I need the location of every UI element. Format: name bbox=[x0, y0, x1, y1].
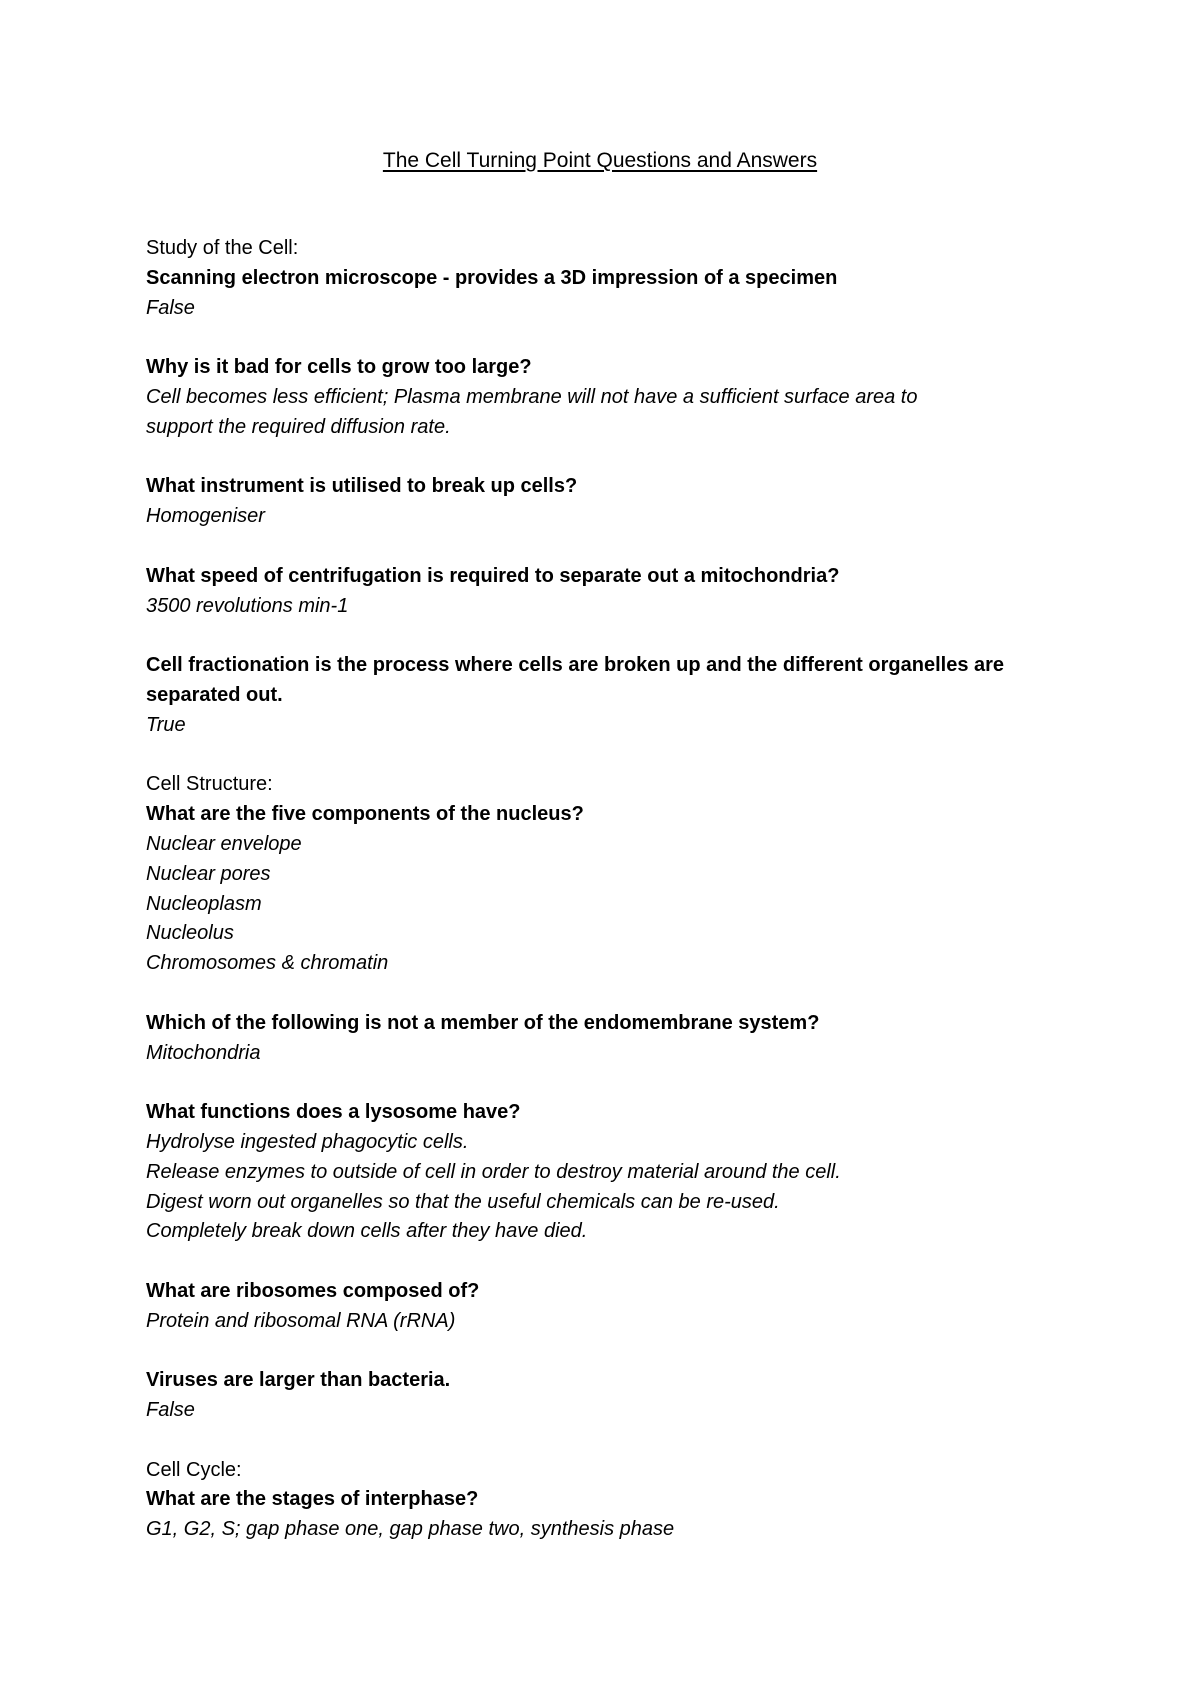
qa-item bbox=[146, 562, 1076, 622]
qa-item bbox=[146, 1098, 1076, 1247]
spacer bbox=[146, 323, 1076, 353]
spacer bbox=[146, 621, 1076, 651]
answer-text: Nucleolus bbox=[146, 922, 234, 945]
answer-text: Nucleoplasm bbox=[146, 892, 262, 915]
document-title: The Cell Turning Point Questions and Answers bbox=[382, 149, 818, 172]
answer-text: 3500 revolutions min-1 bbox=[146, 594, 349, 617]
spacer bbox=[146, 741, 1076, 771]
answer-text: Homogeniser bbox=[146, 505, 265, 528]
section-cell-structure bbox=[146, 770, 1076, 1426]
spacer bbox=[146, 1426, 1076, 1456]
answer-text: Cell becomes less efficient; Plasma membrane will not have a sufficient surface area to support the required diffusion rate. bbox=[146, 385, 918, 438]
qa-item bbox=[146, 353, 1076, 442]
document-body bbox=[146, 234, 1076, 1545]
answer-text: Nuclear pores bbox=[146, 862, 271, 885]
question-text: Why is it bad for cells to grow too large? bbox=[146, 356, 532, 379]
answer-text: G1, G2, S; gap phase one, gap phase two, synthesis phase bbox=[146, 1518, 675, 1541]
question-text: Viruses are larger than bacteria. bbox=[146, 1369, 451, 1392]
section-heading: Cell Cycle: bbox=[146, 1458, 242, 1481]
question-text: What speed of centrifugation is required to separate out a mitochondria? bbox=[146, 564, 840, 587]
question-text: What functions does a lysosome have? bbox=[146, 1101, 521, 1124]
qa-item bbox=[146, 1009, 1076, 1069]
question-text: What are the five components of the nucleus? bbox=[146, 803, 584, 826]
question-text: What are ribosomes composed of? bbox=[146, 1279, 480, 1302]
qa-item bbox=[146, 651, 1076, 740]
question-text: What instrument is utilised to break up cells? bbox=[146, 475, 578, 498]
spacer bbox=[146, 1247, 1076, 1277]
spacer bbox=[146, 532, 1076, 562]
answer-text: Release enzymes to outside of cell in order to destroy material around the cell. bbox=[146, 1160, 841, 1183]
answer-text: True bbox=[146, 713, 186, 736]
answer-text: Protein and ribosomal RNA (rRNA) bbox=[146, 1309, 456, 1332]
answer-text: Completely break down cells after they have died. bbox=[146, 1220, 588, 1243]
qa-item bbox=[146, 1366, 1076, 1426]
answer-text: Digest worn out organelles so that the useful chemicals can be re-used. bbox=[146, 1190, 780, 1213]
answer-text: False bbox=[146, 296, 195, 319]
section-heading: Cell Structure: bbox=[146, 773, 273, 796]
qa-item bbox=[146, 472, 1076, 532]
qa-item bbox=[146, 1277, 1076, 1337]
qa-item bbox=[146, 264, 1076, 324]
answer-text: Mitochondria bbox=[146, 1041, 261, 1064]
section-cell-cycle bbox=[146, 1456, 1076, 1545]
answer-text: False bbox=[146, 1399, 195, 1422]
section-heading: Study of the Cell: bbox=[146, 237, 299, 259]
answer-text: Hydrolyse ingested phagocytic cells. bbox=[146, 1130, 469, 1153]
spacer bbox=[146, 443, 1076, 473]
question-text: Cell fractionation is the process where cells are broken up and the different organelles are separated out. bbox=[146, 654, 1005, 706]
question-text: Scanning electron microscope - provides a 3D impression of a specimen bbox=[146, 266, 838, 289]
qa-item bbox=[146, 800, 1076, 979]
spacer bbox=[146, 979, 1076, 1009]
qa-item bbox=[146, 1485, 1076, 1545]
answer-text: Nuclear envelope bbox=[146, 832, 302, 855]
answer-text: Chromosomes & chromatin bbox=[146, 952, 389, 975]
section-study-of-the-cell bbox=[146, 234, 1076, 741]
spacer bbox=[146, 1068, 1076, 1098]
spacer bbox=[146, 1336, 1076, 1366]
question-text: Which of the following is not a member of the endomembrane system? bbox=[146, 1011, 820, 1034]
question-text: What are the stages of interphase? bbox=[146, 1488, 479, 1511]
